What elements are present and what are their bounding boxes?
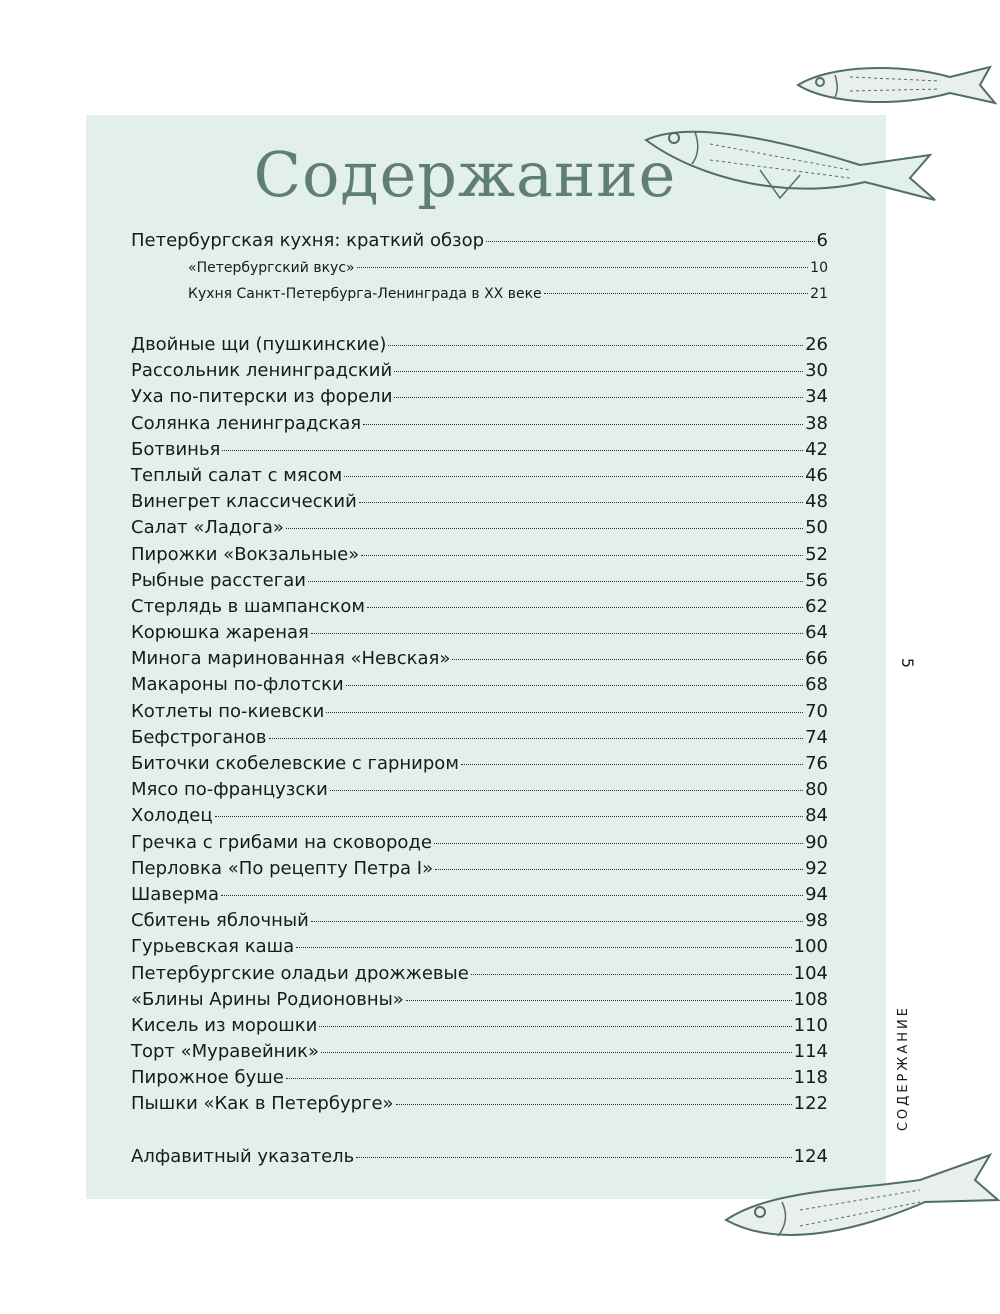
entry-page: 94 — [805, 883, 828, 905]
toc-subentry[interactable] — [188, 281, 828, 307]
toc-entry[interactable] — [131, 463, 828, 489]
entry-title: Ботвинья — [131, 438, 221, 460]
entry-page: 56 — [805, 569, 828, 591]
toc-entry[interactable] — [131, 515, 828, 541]
entry-title: Минога маринованная «Невская» — [131, 648, 451, 670]
entry-title: Кухня Санкт-Петербурга-Ленинграда в XX веке — [188, 286, 542, 302]
entry-title: Алфавитный указатель — [131, 1146, 355, 1167]
entry-title: Сбитень яблочный — [131, 910, 309, 932]
entry-title: Биточки скобелевские с гарниром — [131, 753, 459, 774]
entry-page: 104 — [793, 962, 828, 984]
entry-title: Гурьевская каша — [131, 936, 295, 958]
dot-leader — [311, 633, 803, 634]
entry-page: 98 — [805, 910, 828, 932]
entry-title: Уха по-питерски из форели — [131, 386, 393, 408]
toc-entry[interactable] — [131, 384, 828, 410]
entry-page: 114 — [793, 1041, 828, 1063]
entry-title: Макароны по-флотски — [131, 674, 344, 696]
entry-title: Солянка ленинградская — [131, 412, 362, 434]
dot-leader — [344, 476, 803, 477]
entry-page: 21 — [810, 286, 828, 302]
dot-leader — [388, 345, 803, 346]
toc-entry[interactable] — [131, 437, 828, 463]
entry-title: Теплый салат с мясом — [131, 464, 343, 486]
toc-entry[interactable] — [131, 228, 828, 254]
entry-title: Винегрет классический — [131, 491, 357, 513]
toc-entry[interactable] — [131, 358, 828, 384]
entry-page: 122 — [793, 1093, 828, 1115]
toc-entry[interactable] — [131, 751, 828, 777]
entry-page: 68 — [805, 674, 828, 696]
entry-title: «Блины Арины Родионовны» — [131, 988, 404, 1010]
dot-leader — [359, 502, 803, 503]
section-label: СОДЕРЖАНИЕ — [896, 1005, 911, 1132]
entry-page: 62 — [805, 595, 828, 617]
toc-entry[interactable] — [131, 1065, 828, 1091]
dot-leader — [394, 371, 803, 372]
dot-leader — [330, 790, 803, 791]
entry-page: 110 — [793, 1014, 828, 1036]
toc-subentry[interactable] — [188, 255, 828, 281]
toc-entry[interactable] — [131, 594, 828, 620]
toc-entry[interactable] — [131, 777, 828, 803]
toc-entry[interactable] — [131, 882, 828, 908]
entry-title: «Петербургский вкус» — [188, 260, 355, 276]
entry-page: 26 — [805, 334, 828, 355]
toc-entry[interactable] — [131, 568, 828, 594]
fish-illustration-top-right — [790, 55, 1000, 115]
page-number: 5 — [898, 657, 917, 669]
dot-leader — [357, 267, 809, 268]
page-title: Содержание — [253, 138, 677, 211]
entry-page: 74 — [805, 726, 828, 748]
entry-page: 118 — [793, 1067, 828, 1089]
entry-page: 64 — [805, 622, 828, 644]
entry-page: 10 — [810, 260, 828, 276]
toc-entry[interactable] — [131, 1144, 828, 1170]
toc-entry[interactable] — [131, 961, 828, 987]
entry-page: 100 — [793, 936, 828, 958]
entry-page: 48 — [805, 491, 828, 513]
toc-entry[interactable] — [131, 620, 828, 646]
entry-page: 84 — [805, 805, 828, 827]
entry-title: Рыбные расстегаи — [131, 569, 306, 591]
dot-leader — [319, 1026, 791, 1027]
entry-title: Петербургские оладьи дрожжевые — [131, 962, 469, 984]
entry-title: Мясо по-французски — [131, 779, 328, 801]
entry-page: 34 — [805, 386, 828, 408]
dot-leader — [269, 738, 804, 739]
entry-title: Пышки «Как в Петербурге» — [131, 1093, 394, 1115]
entry-page: 52 — [805, 543, 828, 565]
toc-entry[interactable] — [131, 934, 828, 960]
entry-page: 80 — [805, 779, 828, 801]
toc-recipes — [131, 332, 828, 1118]
toc-intro — [131, 228, 828, 254]
entry-title: Шаверма — [131, 883, 219, 905]
toc-entry[interactable] — [131, 1013, 828, 1039]
toc-entry[interactable] — [131, 699, 828, 725]
toc-entry[interactable] — [131, 542, 828, 568]
entry-title: Рассольник ленинградский — [131, 360, 393, 382]
dot-leader — [544, 293, 809, 294]
entry-title: Котлеты по-киевски — [131, 700, 325, 722]
dot-leader — [361, 555, 803, 556]
entry-page: 6 — [816, 230, 828, 251]
dot-leader — [406, 1000, 792, 1001]
dot-leader — [221, 895, 803, 896]
dot-leader — [435, 869, 803, 870]
entry-title: Салат «Ладога» — [131, 517, 284, 539]
entry-page: 70 — [805, 700, 828, 722]
toc-entry[interactable] — [131, 987, 828, 1013]
entry-title: Пирожки «Вокзальные» — [131, 543, 360, 565]
dot-leader — [215, 816, 803, 817]
entry-title: Торт «Муравейник» — [131, 1041, 320, 1063]
entry-page: 92 — [805, 857, 828, 879]
entry-title: Пирожное буше — [131, 1067, 284, 1089]
toc-entry[interactable] — [131, 1091, 828, 1117]
entry-page: 66 — [805, 648, 828, 670]
toc-entry[interactable] — [131, 672, 828, 698]
dot-leader — [363, 424, 803, 425]
dot-leader — [367, 607, 803, 608]
dot-leader — [486, 241, 814, 242]
toc-subsections — [188, 255, 828, 307]
entry-page: 42 — [805, 438, 828, 460]
dot-leader — [461, 764, 803, 765]
entry-page: 50 — [805, 517, 828, 539]
dot-leader — [286, 528, 803, 529]
entry-page: 30 — [805, 360, 828, 382]
entry-page: 76 — [805, 753, 828, 774]
entry-title: Стерлядь в шампанском — [131, 595, 365, 617]
entry-title: Гречка с грибами на сковороде — [131, 831, 432, 853]
toc-entry[interactable] — [131, 332, 828, 358]
dot-leader — [471, 974, 792, 975]
toc-entry[interactable] — [131, 411, 828, 437]
dot-leader — [452, 659, 803, 660]
entry-page: 90 — [805, 831, 828, 853]
entry-title: Холодец — [131, 805, 213, 827]
dot-leader — [346, 685, 803, 686]
toc-entry[interactable] — [131, 908, 828, 934]
dot-leader — [286, 1078, 792, 1079]
dot-leader — [356, 1157, 791, 1158]
dot-leader — [394, 397, 803, 398]
dot-leader — [296, 947, 792, 948]
dot-leader — [222, 450, 803, 451]
dot-leader — [434, 843, 803, 844]
entry-title: Бефстроганов — [131, 726, 267, 748]
entry-page: 108 — [793, 988, 828, 1010]
dot-leader — [396, 1104, 792, 1105]
toc-index — [131, 1144, 828, 1170]
toc-entry[interactable] — [131, 489, 828, 515]
dot-leader — [326, 712, 803, 713]
entry-page: 38 — [805, 412, 828, 434]
dot-leader — [321, 1052, 792, 1053]
entry-page: 124 — [793, 1146, 828, 1167]
toc-entry[interactable] — [131, 1039, 828, 1065]
entry-title: Кисель из морошки — [131, 1014, 318, 1036]
toc-entry[interactable] — [131, 830, 828, 856]
dot-leader — [308, 581, 803, 582]
toc-entry[interactable] — [131, 856, 828, 882]
entry-title: Двойные щи (пушкинские) — [131, 334, 387, 355]
toc-entry[interactable] — [131, 803, 828, 829]
entry-page: 46 — [805, 464, 828, 486]
entry-title: Перловка «По рецепту Петра I» — [131, 857, 434, 879]
toc-entry[interactable] — [131, 725, 828, 751]
entry-title: Петербургская кухня: краткий обзор — [131, 230, 485, 251]
toc-entry[interactable] — [131, 646, 828, 672]
dot-leader — [311, 921, 803, 922]
entry-title: Корюшка жареная — [131, 622, 309, 644]
